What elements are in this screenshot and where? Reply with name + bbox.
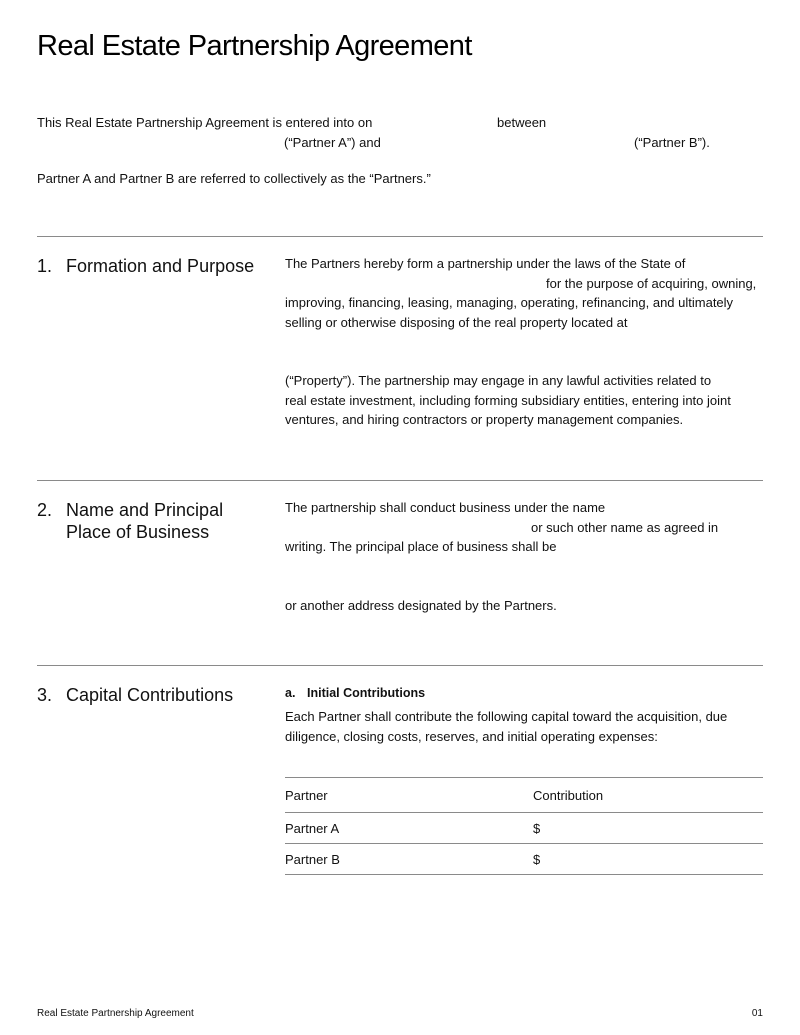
section-body [285, 684, 763, 746]
body-line: or such other name as agreed in [531, 519, 719, 535]
partner-cell: Partner A [285, 820, 340, 836]
section-divider [37, 665, 763, 666]
subsection-heading [285, 684, 763, 703]
section-divider [37, 236, 763, 237]
page-number: 01 [751, 1008, 763, 1019]
table-row [285, 844, 763, 875]
intro-collective: Partner A and Partner B are referred to collectively as the “Partners.” [37, 171, 431, 186]
body-line: improving, financing, leasing, managing, operating, refinancing, and ultimately [285, 295, 734, 310]
intro-paragraph [37, 113, 763, 186]
section-title: Name and Principal Place of Business [66, 500, 224, 542]
body-line: Each Partner shall contribute the following capital toward the acquisition, due [285, 709, 728, 724]
body-line: for the purpose of acquiring, owning, [546, 275, 757, 291]
section-title: Formation and Purpose [66, 256, 255, 276]
table-header-row [285, 778, 763, 813]
body-line: ventures, and hiring contractors or property management companies. [285, 412, 684, 427]
body-line: (“Property”). The partnership may engage in any lawful activities related to [285, 373, 712, 388]
column-header-contribution: Contribution [533, 787, 604, 803]
body-line: or another address designated by the Partners. [285, 597, 557, 613]
section-heading [37, 499, 277, 543]
body-line: real estate investment, including forming subsidiary entities, entering into joint [285, 392, 731, 408]
subsection-letter: a. [285, 686, 296, 700]
blank-line [285, 332, 763, 371]
intro-text: (“Partner B”). [634, 134, 710, 150]
contributions-table [285, 777, 763, 875]
section-number: 3. [37, 685, 53, 705]
section-number: 2. [37, 500, 53, 520]
intro-text: This Real Estate Partnership Agreement is entered into on [37, 115, 373, 130]
intro-text: between [497, 115, 547, 130]
body-line: The Partners hereby form a partnership under the laws of the State of [285, 256, 686, 271]
section-heading [37, 684, 277, 706]
column-header-partner: Partner [285, 787, 328, 803]
body-line: The partnership shall conduct business under the name [285, 500, 606, 515]
section-title: Capital Contributions [66, 685, 234, 705]
contribution-cell: $ [533, 820, 541, 836]
section-body [285, 498, 763, 615]
section-heading [37, 255, 277, 277]
table-row [285, 813, 763, 844]
contribution-cell: $ [533, 851, 541, 867]
section-number: 1. [37, 256, 53, 276]
body-line: writing. The principal place of business shall be [285, 539, 557, 554]
subsection-title: Initial Contributions [307, 686, 426, 700]
body-line: diligence, closing costs, reserves, and initial operating expenses: [285, 728, 658, 744]
blank-line [285, 557, 763, 596]
footer-title: Real Estate Partnership Agreement [37, 1008, 194, 1019]
document-title: Real Estate Partnership Agreement [37, 30, 472, 62]
partner-cell: Partner B [285, 851, 340, 867]
intro-text: (“Partner A”) and [284, 134, 381, 150]
body-line: selling or otherwise disposing of the real property located at [285, 314, 628, 330]
section-divider [37, 480, 763, 481]
section-body [285, 254, 763, 430]
